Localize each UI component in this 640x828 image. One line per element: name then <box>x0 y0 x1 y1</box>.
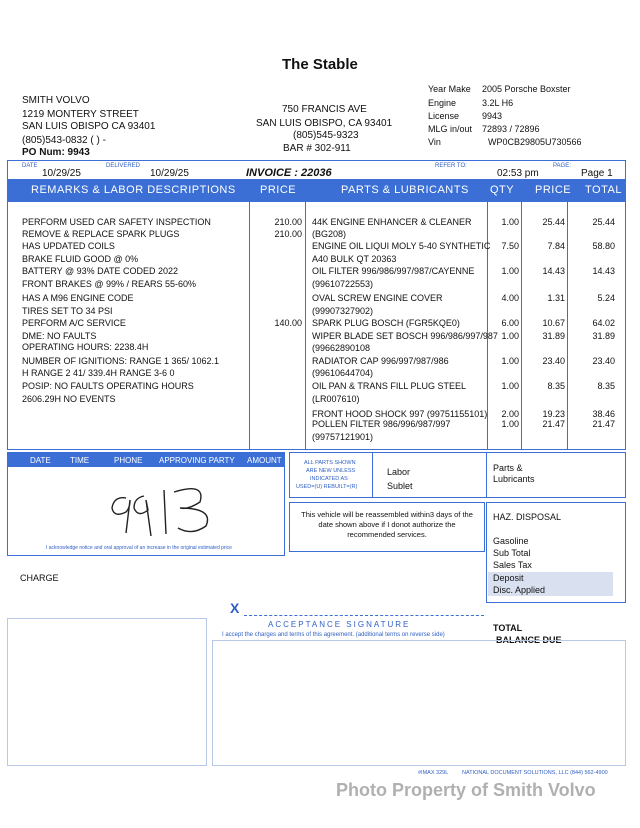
sublet-label: Sublet <box>387 481 413 491</box>
part-price: 10.67 <box>542 318 565 328</box>
part-qty: 7.50 <box>501 241 519 251</box>
remark-line: REMOVE & REPLACE SPARK PLUGS <box>22 229 180 239</box>
balance-due-label: BALANCE DUE <box>496 635 562 645</box>
part-description: OIL FILTER 996/986/997/987/CAYENNE <box>312 266 475 276</box>
time-value: 02:53 pm <box>497 168 539 179</box>
approval-header: PHONE <box>114 456 143 465</box>
remark-line: PERFORM USED CAR SAFETY INSPECTION <box>22 217 211 227</box>
dealer-street: 1219 MONTERY STREET <box>22 109 139 120</box>
part-description: (LR007610) <box>312 394 360 404</box>
shop-title: The Stable <box>282 56 358 73</box>
page-label: PAGE: <box>553 163 571 169</box>
charge-label: CHARGE <box>20 573 59 583</box>
labor-price: 210.00 <box>274 217 302 227</box>
labor-price-header: PRICE <box>260 184 297 196</box>
remark-line: TIRES SET TO 34 PSI <box>22 306 113 316</box>
part-description: (99907327902) <box>312 306 374 316</box>
customer-bar: BAR # 302-911 <box>283 143 351 154</box>
po-number: PO Num: 9943 <box>22 147 90 158</box>
lower-right-box <box>212 640 626 766</box>
part-description: OIL PAN & TRANS FILL PLUG STEEL <box>312 381 467 391</box>
part-description: (99662890108 <box>312 343 371 353</box>
customer-phone: (805)545-9323 <box>293 130 359 141</box>
acceptance-x: X <box>230 600 240 616</box>
part-description: A40 BULK QT 20363 <box>312 254 397 264</box>
reassembly-notice: This vehicle will be reassembled within3 days of the date shown above if I donot authorize the recommended services. <box>301 510 473 539</box>
approval-note: I acknowledge notice and oral approval of an increase in the original estimated price <box>46 545 232 551</box>
part-price: 23.40 <box>542 356 565 366</box>
part-qty: 2.00 <box>501 409 519 419</box>
page-value: Page 1 <box>581 168 613 179</box>
part-description: RADIATOR CAP 996/997/987/986 <box>312 356 449 366</box>
parts-notice-box <box>289 452 626 498</box>
remarks-header: REMARKS & LABOR DESCRIPTIONS <box>31 184 236 196</box>
form-number: #IMAX 329L <box>418 770 449 776</box>
remark-line: HAS UPDATED COILS <box>22 241 115 251</box>
parts-notice-line: USED=(U) REBUILT=(R) <box>296 484 358 490</box>
acceptance-note: I accept the charges and terms of this agreement. (additional terms on reverse side) <box>222 632 445 638</box>
parts-lubricants-label: Parts & Lubricants <box>493 463 535 484</box>
part-description: (99757121901) <box>312 432 374 442</box>
vehicle-value: 2005 Porsche Boxster <box>482 84 571 94</box>
remark-line: BRAKE FLUID GOOD @ 0% <box>22 254 139 264</box>
part-description: ENGINE OIL LIQUI MOLY 5-40 SYNTHETIC <box>312 241 491 251</box>
lower-left-box <box>7 618 207 766</box>
date-label: DATE <box>22 163 38 169</box>
part-price: 7.84 <box>547 241 565 251</box>
parts-notice-line: INDICATED AS <box>310 476 348 482</box>
acceptance-title: ACCEPTANCE SIGNATURE <box>268 620 411 629</box>
part-qty: 1.00 <box>501 419 519 429</box>
column-header-bar <box>7 180 626 201</box>
part-total: 58.80 <box>592 241 615 251</box>
parts-notice-line: ALL PARTS SHOWN <box>304 460 356 466</box>
part-total: 5.24 <box>597 293 615 303</box>
part-total: 23.40 <box>592 356 615 366</box>
delivered-label: DELIVERED <box>106 163 141 169</box>
refer-label: REFER TO: <box>435 163 467 169</box>
dealer-name: SMITH VOLVO <box>22 95 90 106</box>
part-qty: 1.00 <box>501 381 519 391</box>
part-price: 19.23 <box>542 409 565 419</box>
approval-header: APPROVING PARTY <box>159 456 235 465</box>
part-description: (99610722553) <box>312 279 374 289</box>
labor-price: 210.00 <box>274 229 302 239</box>
remark-line: BATTERY @ 93% DATE CODED 2022 <box>22 266 179 276</box>
part-description: POLLEN FILTER 986/996/987/997 <box>312 419 451 429</box>
part-price-header: PRICE <box>535 184 572 196</box>
part-description: (BG208) <box>312 229 347 239</box>
part-total: 31.89 <box>592 331 615 341</box>
deposit-label: Deposit <box>493 573 524 583</box>
part-description: FRONT HOOD SHOCK 997 (99751155101) <box>312 409 488 419</box>
part-qty: 1.00 <box>501 266 519 276</box>
labor-price: 140.00 <box>274 318 302 328</box>
customer-city: SAN LUIS OBISPO, CA 93401 <box>256 118 393 129</box>
part-price: 21.47 <box>542 419 565 429</box>
part-price: 25.44 <box>542 217 565 227</box>
parts-header: PARTS & LUBRICANTS <box>341 184 469 196</box>
remark-line: 2606.29H NO EVENTS <box>22 394 116 404</box>
part-qty: 4.00 <box>501 293 519 303</box>
remark-line: H RANGE 2 41/ 339.4H RANGE 3-6 0 <box>22 368 175 378</box>
remark-line: POSIP: NO FAULTS OPERATING HOURS <box>22 381 194 391</box>
gasoline-label: Gasoline <box>493 536 529 546</box>
part-description: SPARK PLUG BOSCH (FGR5KQE0) <box>312 318 460 328</box>
remark-line: HAS A M96 ENGINE CODE <box>22 293 134 303</box>
part-price: 31.89 <box>542 331 565 341</box>
remark-line: DME: NO FAULTS <box>22 331 97 341</box>
part-total: 64.02 <box>592 318 615 328</box>
disc-applied-label: Disc. Applied <box>493 585 546 595</box>
vehicle-label: License <box>428 111 460 121</box>
vehicle-label: Engine <box>428 98 457 108</box>
approval-header: DATE <box>30 456 51 465</box>
dealer-phone: (805)543-0832 ( ) - <box>22 135 106 146</box>
vehicle-value: 3.2L H6 <box>482 98 514 108</box>
part-price: 8.35 <box>547 381 565 391</box>
sales-tax-label: Sales Tax <box>493 560 532 570</box>
qty-header: QTY <box>490 184 515 196</box>
part-description: OVAL SCREW ENGINE COVER <box>312 293 443 303</box>
customer-street: 750 FRANCIS AVE <box>282 104 367 115</box>
total-label: TOTAL <box>493 623 523 633</box>
part-description: 44K ENGINE ENHANCER & CLEANER <box>312 217 472 227</box>
remark-line: FRONT BRAKES @ 99% / REARS 55-60% <box>22 279 197 289</box>
part-qty: 1.00 <box>501 331 519 341</box>
remark-line: NUMBER OF IGNITIONS: RANGE 1 365/ 1062.1 <box>22 356 220 366</box>
dealer-city: SAN LUIS OBISPO CA 93401 <box>22 121 156 132</box>
watermark: Photo Property of Smith Volvo <box>336 780 596 800</box>
delivered-value: 10/29/25 <box>150 168 189 179</box>
part-price: 1.31 <box>547 293 565 303</box>
part-description: WIPER BLADE SET BOSCH 996/986/997/987 <box>312 331 498 341</box>
part-total: 21.47 <box>592 419 615 429</box>
invoice-number: INVOICE : 22036 <box>246 167 332 179</box>
remark-line: OPERATING HOURS: 2238.4H <box>22 342 149 352</box>
part-total: 38.46 <box>592 409 615 419</box>
signature-scribble <box>96 478 246 546</box>
approval-header: TIME <box>70 456 90 465</box>
vehicle-value: 72893 / 72896 <box>482 124 540 134</box>
vehicle-label: Year Make <box>428 84 471 94</box>
part-total: 25.44 <box>592 217 615 227</box>
part-qty: 1.00 <box>501 356 519 366</box>
form-company: NATIONAL DOCUMENT SOLUTIONS, LLC (844) 562-4900 <box>462 770 608 776</box>
part-qty: 1.00 <box>501 217 519 227</box>
haz-disposal: HAZ. DISPOSAL <box>493 512 562 522</box>
labor-label: Labor <box>387 467 411 477</box>
part-total: 14.43 <box>592 266 615 276</box>
approval-header: AMOUNT <box>247 456 282 465</box>
vehicle-label: MLG in/out <box>428 124 473 134</box>
remark-line: PERFORM A/C SERVICE <box>22 318 126 328</box>
subtotal-label: Sub Total <box>493 548 531 558</box>
vehicle-value: WP0CB29805U730566 <box>488 137 582 147</box>
vehicle-value: 9943 <box>482 111 503 121</box>
part-description: (99610644704) <box>312 368 374 378</box>
part-qty: 6.00 <box>501 318 519 328</box>
vehicle-label: Vin <box>428 137 441 147</box>
part-price: 14.43 <box>542 266 565 276</box>
parts-notice-line: ARE NEW UNLESS <box>306 468 356 474</box>
date-value: 10/29/25 <box>42 168 81 179</box>
signature-text <box>10 468 12 469</box>
total-header: TOTAL <box>585 184 622 196</box>
part-total: 8.35 <box>597 381 615 391</box>
